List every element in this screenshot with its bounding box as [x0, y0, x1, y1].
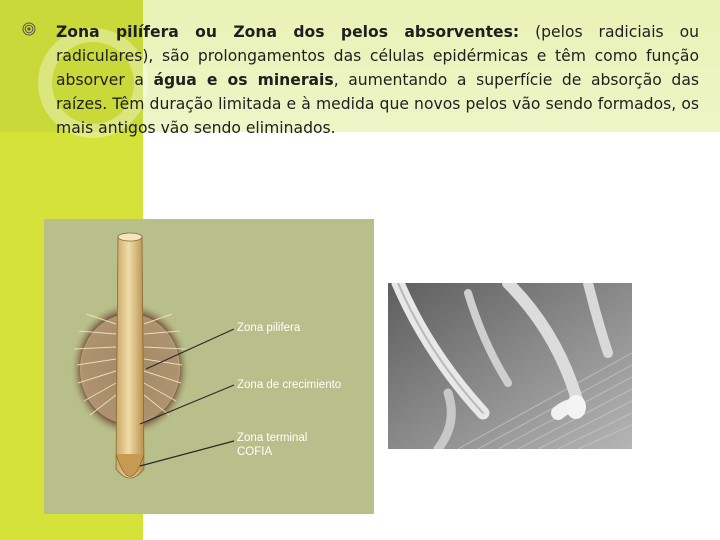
- emphasis-text: água e os minerais: [153, 71, 334, 89]
- paragraph-text-1: (pelos radiciais ou radiculares), são prolongamentos das células epidérmicas e têm como função absorver a: [56, 23, 699, 89]
- term-heading: Zona pilífera ou Zona dos pelos absorventes:: [56, 23, 520, 41]
- paragraph-text-2: , aumentando a superfície de absorção das raízes. Têm duração limitada e à medida que novos pelos vão sendo formados, os mais antigos vão sendo eliminados.: [56, 71, 700, 137]
- body-paragraph: [56, 20, 699, 140]
- root-diagram: [44, 219, 374, 514]
- root-illustration: [44, 219, 374, 514]
- label-zona-terminal: Zona terminal: [237, 432, 308, 444]
- label-cofia: COFIA: [237, 446, 273, 458]
- label-zona-crecimiento: Zona de crecimiento: [237, 379, 342, 391]
- label-zona-pilifera: Zona pilifera: [237, 322, 301, 334]
- micrograph-image: [388, 283, 632, 449]
- bullet-icon: [22, 22, 36, 36]
- root-hair-micrograph: [388, 283, 632, 449]
